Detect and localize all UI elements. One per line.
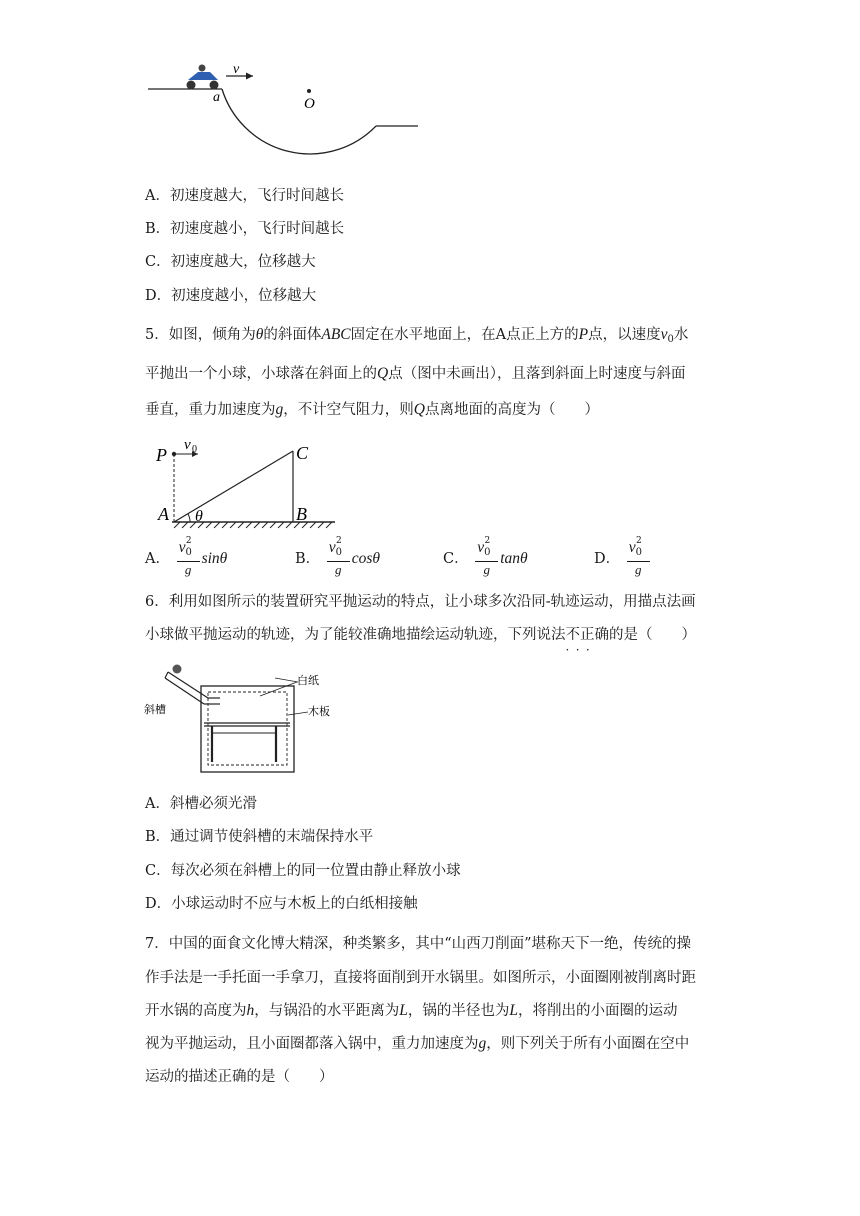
q5-line-1: 5．如图，倾角为θ的斜面体ABC固定在水平地面上，在A点正上方的P点，以速度$v_0$水 bbox=[145, 326, 689, 345]
chute-label: 斜槽 bbox=[144, 704, 166, 716]
q5-line-3: 垂直，重力加速度为g，不计空气阻力，则Q点离地面的高度为（ ） bbox=[145, 401, 599, 418]
q5-option-a[interactable]: A． $\frac{v_0^2}{g}$ sinθ bbox=[145, 536, 228, 577]
board-label: 木板 bbox=[308, 706, 330, 718]
q6-option-b[interactable]: B．通过调节使斜槽的末端保持水平 bbox=[145, 829, 374, 845]
point-c-label: C bbox=[296, 443, 309, 463]
q6-option-a[interactable]: A．斜槽必须光滑 bbox=[145, 796, 257, 812]
q5-line-2: 平抛出一个小球，小球落在斜面上的Q点（图中未画出），且落到斜面上时速度与斜面 bbox=[145, 365, 686, 382]
q6-option-d[interactable]: D．小球运动时不应与木板上的白纸相接触 bbox=[145, 896, 418, 912]
q7-line-4: 视为平抛运动，且小面圈都落入锅中，重力加速度为g，则下列关于所有小面圈在空中 bbox=[145, 1035, 690, 1052]
emphasis-dots: 不正确 · · · bbox=[566, 627, 610, 643]
point-b-label: B bbox=[296, 504, 307, 524]
theta-label: θ bbox=[195, 508, 203, 525]
q7-line-5: 运动的描述正确的是（ ） bbox=[145, 1069, 334, 1085]
velocity-label: v bbox=[233, 62, 240, 77]
point-a-label: a bbox=[213, 90, 220, 105]
figure-apparatus bbox=[140, 660, 360, 775]
q7-line-3: 开水锅的高度为h，与锅沿的水平距离为L，锅的半径也为L，将削出的小面圈的运动 bbox=[145, 1002, 678, 1019]
q5-option-b[interactable]: B． $\frac{v_0^2}{g}$ cosθ bbox=[295, 536, 381, 577]
svg-text:0: 0 bbox=[192, 444, 197, 455]
figure-semicircle-pit bbox=[140, 58, 430, 176]
motorcycle-icon bbox=[187, 65, 219, 90]
q7-line-1: 7．中国的面食文化博大精深，种类繁多，其中“山西刀削面”堪称天下一绝，传统的操 bbox=[145, 936, 692, 952]
q6-line-2: 小球做平抛运动的轨迹，为了能较准确地描绘运动轨迹，下列说法不正确 · · ·的是（ ） bbox=[145, 625, 696, 645]
figure-incline bbox=[150, 436, 340, 536]
q6-option-c[interactable]: C．每次必须在斜槽上的同一位置由静止释放小球 bbox=[145, 863, 461, 879]
q4-option-c[interactable]: C．初速度越大，位移越大 bbox=[145, 254, 316, 270]
point-p-label: P bbox=[156, 445, 167, 465]
center-o-label: O bbox=[304, 96, 315, 112]
q4-option-a[interactable]: A．初速度越大，飞行时间越长 bbox=[145, 188, 344, 204]
paper-label: 白纸 bbox=[297, 675, 319, 687]
q4-option-d[interactable]: D．初速度越小，位移越大 bbox=[145, 288, 317, 304]
q4-option-b[interactable]: B．初速度越小，飞行时间越长 bbox=[145, 221, 345, 237]
q5-option-d[interactable]: D． $\frac{v_0^2}{g}$ bbox=[594, 540, 652, 578]
q5-option-c[interactable]: C． $\frac{v_0^2}{g}$ tanθ bbox=[443, 536, 528, 577]
q7-line-2: 作手法是一手托面一手拿刀，直接将面削到开水锅里。如图所示，小面圈刚被削离时距 bbox=[145, 970, 696, 986]
q6-line-1: 6．利用如图所示的装置研究平抛运动的特点，让小球多次沿同-轨迹运动，用描点法画 bbox=[145, 594, 696, 610]
v0-label: v bbox=[184, 437, 191, 453]
point-a-label: A bbox=[158, 504, 169, 524]
